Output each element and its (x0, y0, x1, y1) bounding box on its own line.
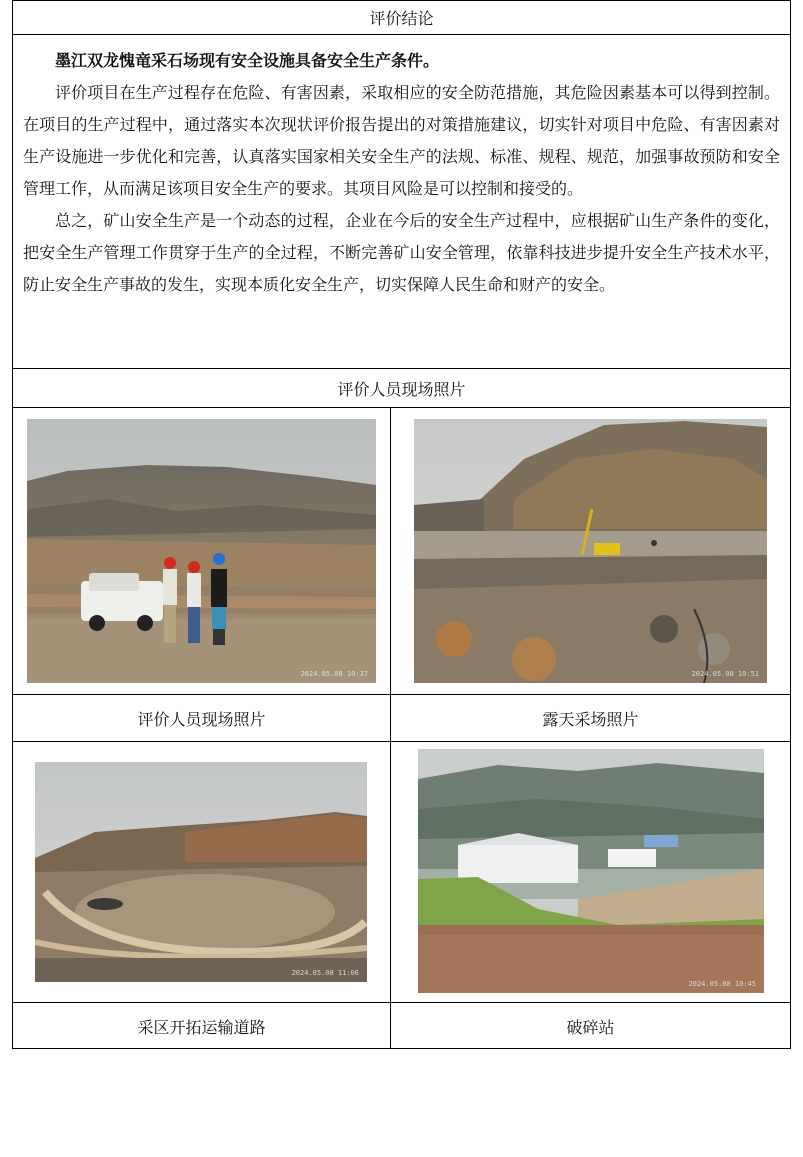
photo-1-caption: 评价人员现场照片 (137, 709, 266, 729)
conclusion-lead: 墨江双龙愧竜采石场现有安全设施具备安全生产条件。 (55, 51, 440, 70)
photo-row-1 (13, 408, 790, 695)
conclusion-header-title: 评价结论 (369, 9, 434, 28)
evaluation-table (12, 0, 791, 1049)
photo-inspectors-onsite (27, 419, 376, 683)
conclusion-body (13, 35, 790, 369)
photo-4-timestamp: 2024.05.08 10:45 (688, 980, 756, 988)
photo-4-caption: 破碎站 (566, 1017, 615, 1037)
photo-2-caption: 露天采场照片 (542, 709, 639, 729)
conclusion-paragraph-2: 总之，矿山安全生产是一个动态的过程，企业在今后的安全生产过程中，应根据矿山生产条件的变化，把安全生产管理工作贯穿于生产的全过程，不断完善矿山安全管理，依靠科技进步提升安全生产技术水平，防止安全生产事故的发生，实现本质化安全生产，切实保障人民生命和财产的安全。 (23, 211, 780, 294)
photo-crushing-station (418, 749, 764, 993)
conclusion-paragraph-1: 评价项目在生产过程存在危险、有害因素，采取相应的安全防范措施，其危险因素基本可以得到控制。在项目的生产过程中，通过落实本次现状评价报告提出的对策措施建议，切实针对项目中危险、有害因素对生产设施进一步优化和完善，认真落实国家相关安全生产的法规、标准、规程、规范，加强事故预防和安全管理工作，从而满足该项目安全生产的要求。其项目风险是可以控制和接受的。 (23, 83, 780, 198)
conclusion-header (13, 1, 790, 35)
photo-3-caption: 采区开拓运输道路 (137, 1017, 266, 1037)
caption-row-2 (13, 1003, 790, 1049)
photo-open-pit (414, 419, 767, 683)
photo-2-timestamp: 2024.05.08 10:51 (691, 670, 759, 678)
caption-row-1 (13, 695, 790, 742)
photo-row-2 (13, 742, 790, 1003)
photos-section-header (13, 369, 790, 408)
photo-haul-road (35, 762, 367, 982)
photo-3-timestamp: 2024.05.08 11:06 (291, 969, 359, 977)
photos-section-title: 评价人员现场照片 (337, 379, 466, 399)
photo-1-timestamp: 2024.05.08 10:37 (300, 670, 368, 678)
